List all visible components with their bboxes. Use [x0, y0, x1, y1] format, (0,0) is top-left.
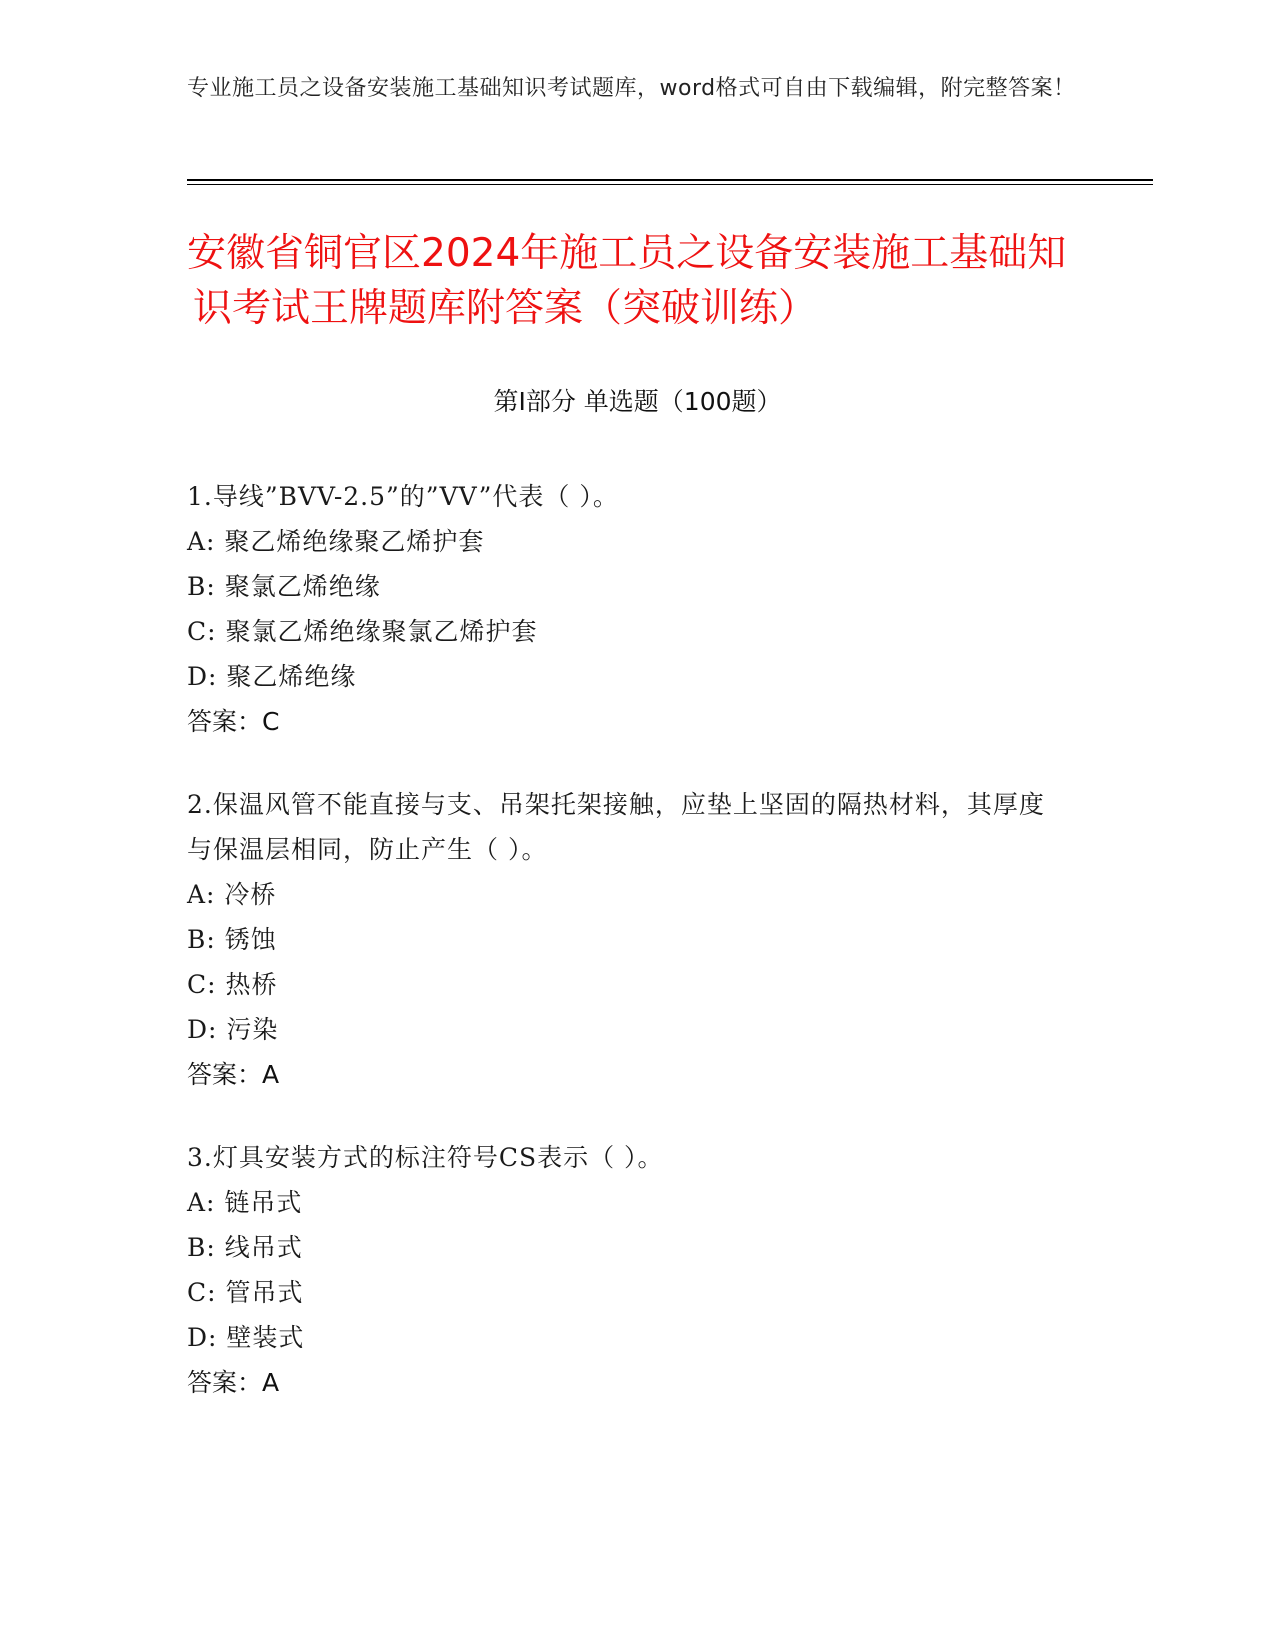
option-c: C: 聚氯乙烯绝缘聚氯乙烯护套 — [187, 617, 538, 646]
question-stem: 1.导线”BVV-2.5”的”VV”代表（ ）。 — [187, 482, 619, 511]
option-a: A: 链吊式 — [187, 1188, 303, 1217]
option-d: D: 污染 — [187, 1015, 279, 1044]
option-b: B: 聚氯乙烯绝缘 — [187, 572, 381, 601]
answer: 答案：A — [187, 1368, 280, 1397]
question-list — [187, 474, 1067, 1443]
question-3 — [187, 1135, 1067, 1405]
option-a: A: 聚乙烯绝缘聚乙烯护套 — [187, 527, 485, 556]
header-divider — [187, 179, 1153, 181]
option-c: C: 热桥 — [187, 970, 278, 999]
option-d: D: 壁装式 — [187, 1323, 305, 1352]
document-title: 安徽省铜官区2024年施工员之设备安装施工基础知识考试王牌题库附答案（突破训练） — [187, 231, 1067, 331]
header-note: 专业施工员之设备安装施工基础知识考试题库，word格式可自由下载编辑，附完整答案！ — [187, 76, 1076, 101]
option-b: B: 线吊式 — [187, 1233, 303, 1262]
header-divider-thin — [187, 184, 1153, 185]
question-2 — [187, 782, 1067, 1097]
answer: 答案：C — [187, 707, 280, 736]
question-stem: 2.保温风管不能直接与支、吊架托架接触，应垫上坚固的隔热材料，其厚度与保温层相同，防止产生（ ）。 — [187, 790, 1045, 864]
option-a: A: 冷桥 — [187, 880, 277, 909]
option-c: C: 管吊式 — [187, 1278, 304, 1307]
question-stem: 3.灯具安装方式的标注符号CS表示（ ）。 — [187, 1143, 664, 1172]
question-1 — [187, 474, 1067, 744]
option-d: D: 聚乙烯绝缘 — [187, 662, 357, 691]
option-b: B: 锈蚀 — [187, 925, 277, 954]
section-heading: 第Ⅰ部分 单选题（100题） — [493, 387, 782, 416]
answer: 答案：A — [187, 1060, 280, 1089]
